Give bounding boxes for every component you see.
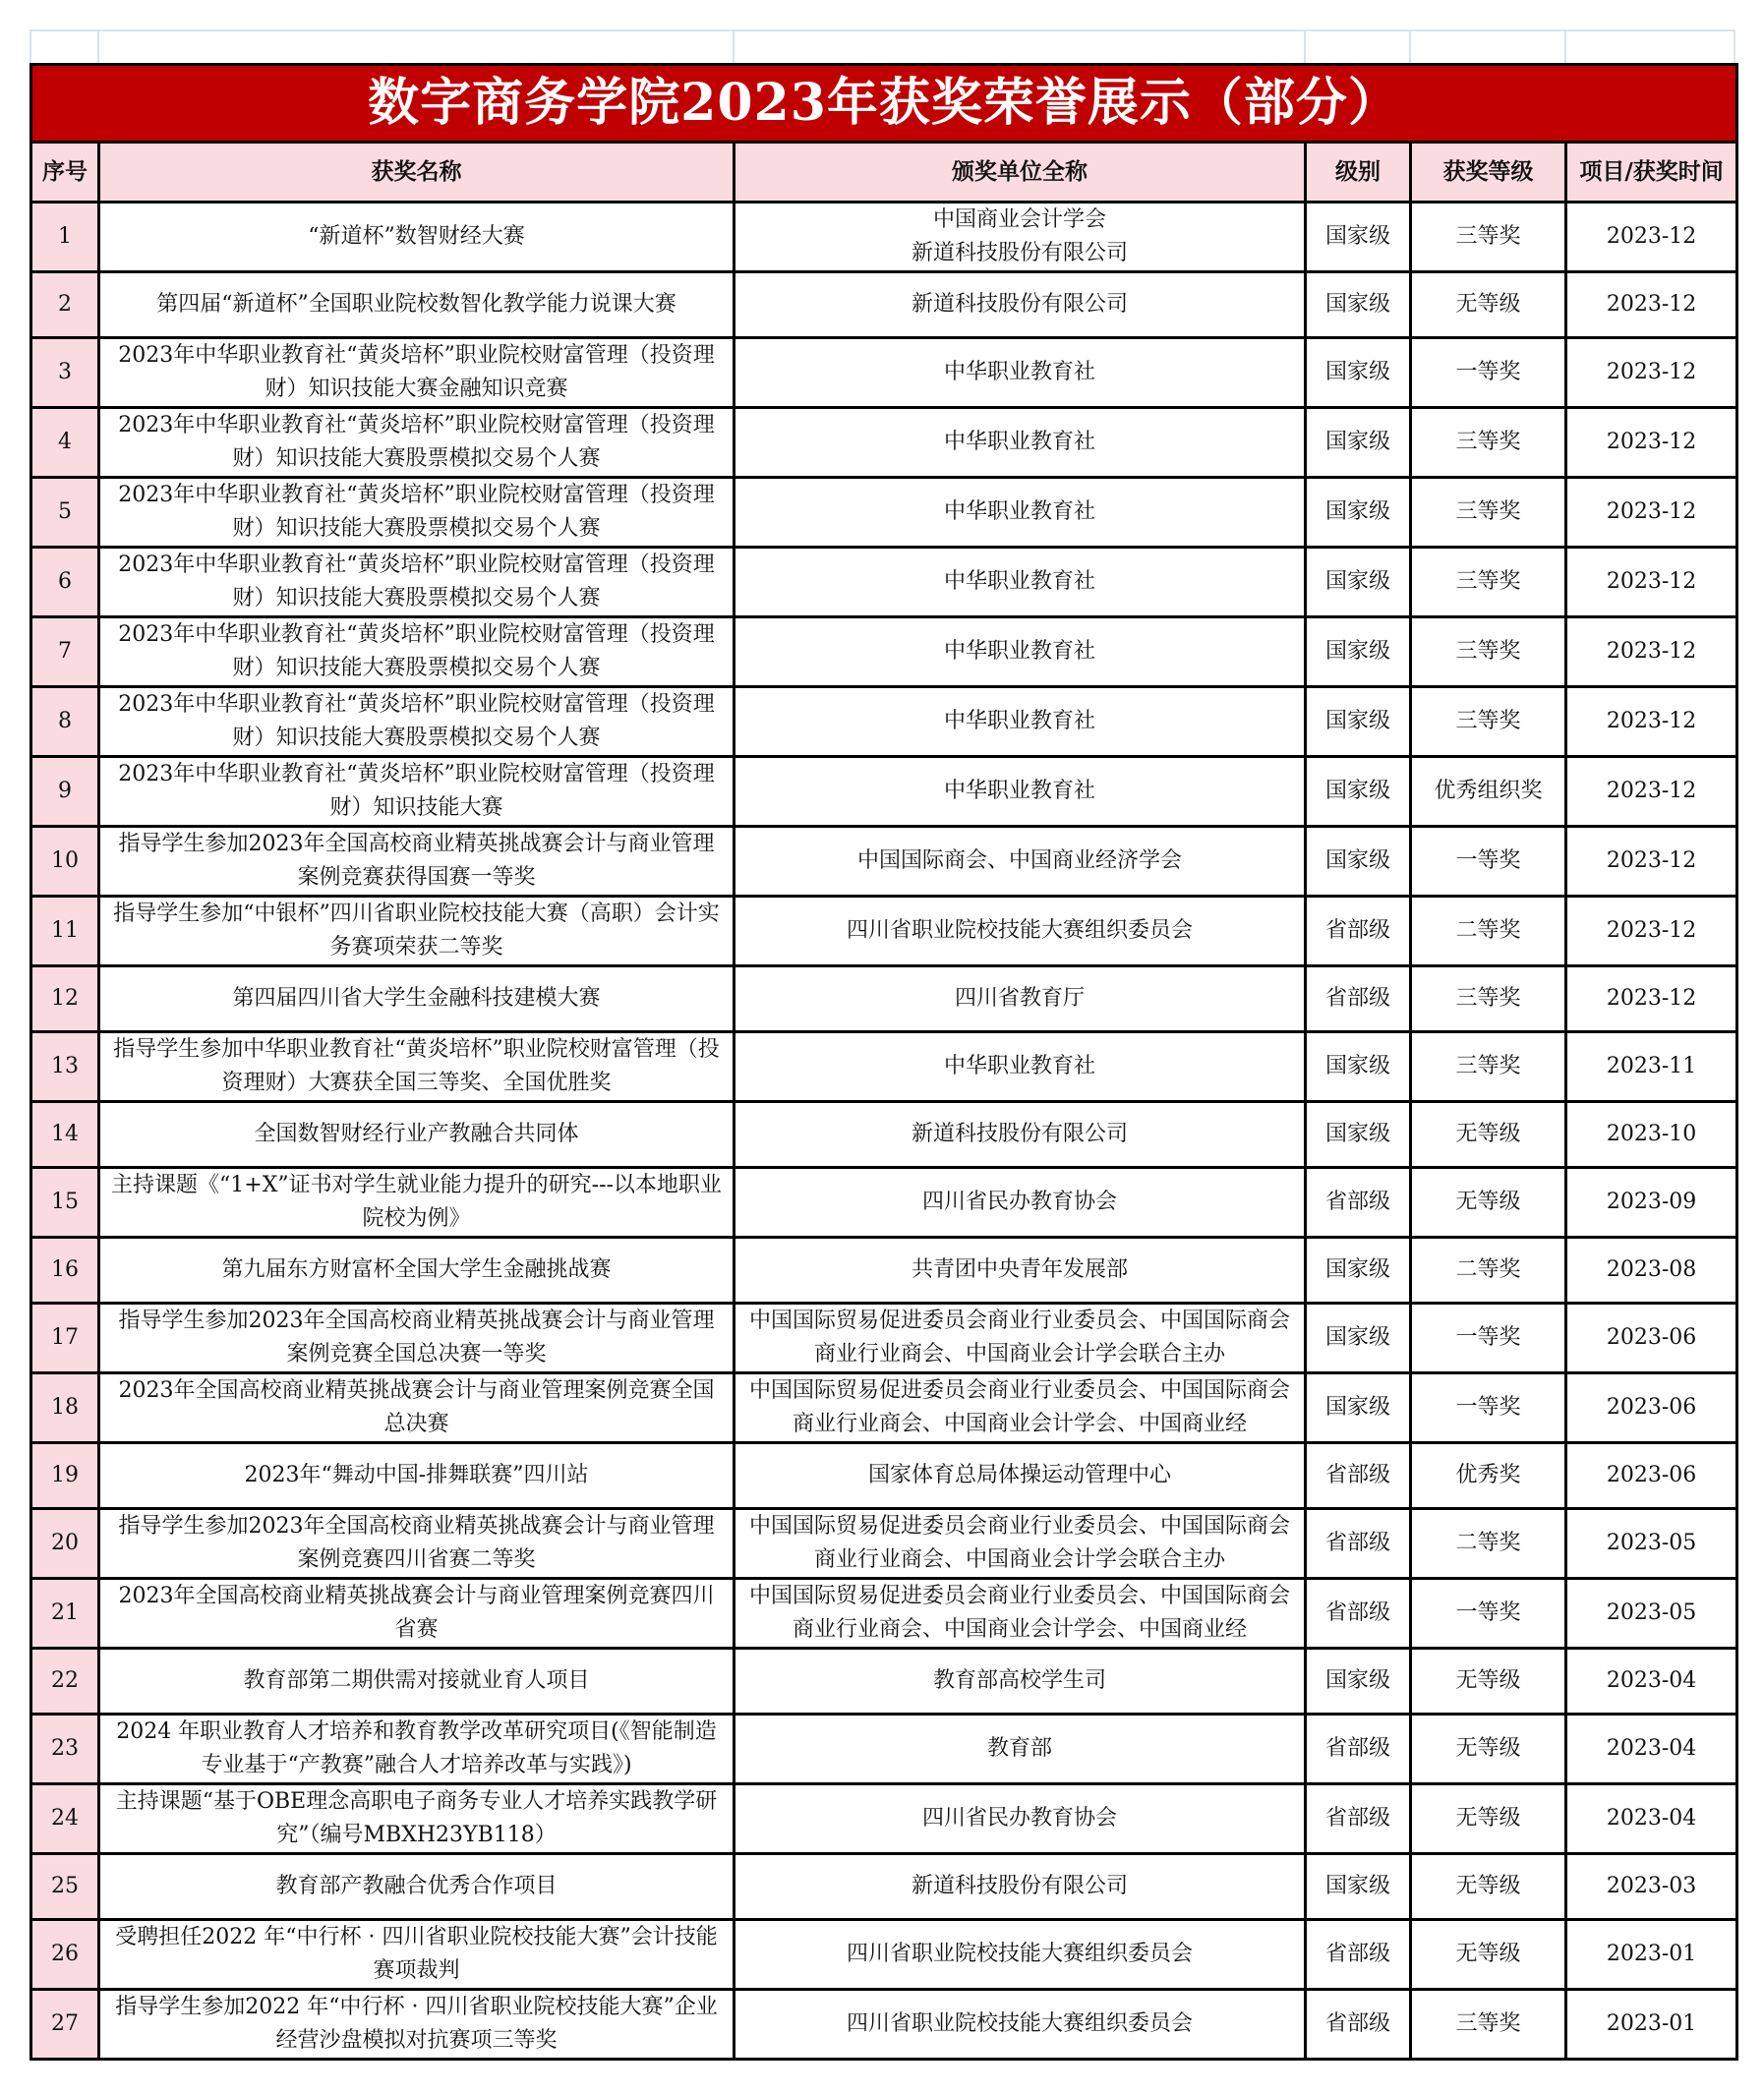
level-cell: 省部级 xyxy=(1306,1990,1411,2060)
award-name-cell: 2023年中华职业教育社“黄炎培杯”职业院校财富管理（投资理财）知识技能大赛股票模拟交易个人赛 xyxy=(99,548,735,617)
row-number-cell: 13 xyxy=(31,1032,99,1102)
row-number-cell: 23 xyxy=(31,1715,99,1784)
issuer-cell: 中华职业教育社 xyxy=(735,687,1306,757)
award-name-cell: “新道杯”数智财经大赛 xyxy=(99,203,735,272)
level-cell: 国家级 xyxy=(1306,548,1411,617)
table-row xyxy=(31,203,1737,272)
award-grade-cell: 无等级 xyxy=(1411,1784,1566,1854)
award-name-cell: 2023年中华职业教育社“黄炎培杯”职业院校财富管理（投资理财）知识技能大赛金融知识竞赛 xyxy=(99,338,735,408)
level-cell: 省部级 xyxy=(1306,1784,1411,1854)
award-grade-cell: 三等奖 xyxy=(1411,203,1566,272)
row-number-cell: 16 xyxy=(31,1238,99,1304)
row-number-cell: 7 xyxy=(31,617,99,687)
award-date-cell: 2023-12 xyxy=(1566,408,1737,478)
award-date-cell: 2023-11 xyxy=(1566,1032,1737,1102)
award-grade-cell: 一等奖 xyxy=(1411,1373,1566,1443)
award-name-cell: 2023年中华职业教育社“黄炎培杯”职业院校财富管理（投资理财）知识技能大赛 xyxy=(99,757,735,827)
award-name-cell: 2023年“舞动中国-排舞联赛”四川站 xyxy=(99,1443,735,1509)
table-row xyxy=(31,827,1737,897)
issuer-cell: 四川省民办教育协会 xyxy=(735,1168,1306,1238)
award-date-cell: 2023-05 xyxy=(1566,1579,1737,1649)
table-row xyxy=(31,1509,1737,1579)
award-grade-cell: 三等奖 xyxy=(1411,617,1566,687)
table-row xyxy=(31,1854,1737,1920)
table-row xyxy=(31,548,1737,617)
award-grade-cell: 一等奖 xyxy=(1411,827,1566,897)
award-date-cell: 2023-06 xyxy=(1566,1304,1737,1373)
award-grade-cell: 无等级 xyxy=(1411,1854,1566,1920)
table-row xyxy=(31,1784,1737,1854)
issuer-cell: 四川省职业院校技能大赛组织委员会 xyxy=(735,1990,1306,2060)
row-number-cell: 24 xyxy=(31,1784,99,1854)
table-row xyxy=(31,966,1737,1032)
award-grade-cell: 优秀奖 xyxy=(1411,1443,1566,1509)
issuer-cell: 四川省职业院校技能大赛组织委员会 xyxy=(735,897,1306,966)
award-name-cell: 2023年全国高校商业精英挑战赛会计与商业管理案例竞赛四川省赛 xyxy=(99,1579,735,1649)
award-date-cell: 2023-12 xyxy=(1566,548,1737,617)
table-row xyxy=(31,1920,1737,1990)
header-grade: 获奖等级 xyxy=(1411,143,1566,203)
issuer-cell: 四川省职业院校技能大赛组织委员会 xyxy=(735,1920,1306,1990)
level-cell: 国家级 xyxy=(1306,827,1411,897)
award-grade-cell: 三等奖 xyxy=(1411,687,1566,757)
issuer-cell: 四川省教育厅 xyxy=(735,966,1306,1032)
spreadsheet-blank-row xyxy=(29,29,1735,65)
issuer-cell: 中国国际贸易促进委员会商业行业委员会、中国国际商会商业行业商会、中国商业会计学会联合主办 xyxy=(735,1509,1306,1579)
issuer-cell: 中华职业教育社 xyxy=(735,338,1306,408)
issuer-cell: 中华职业教育社 xyxy=(735,617,1306,687)
award-grade-cell: 一等奖 xyxy=(1411,1579,1566,1649)
award-date-cell: 2023-01 xyxy=(1566,1990,1737,2060)
award-date-cell: 2023-04 xyxy=(1566,1784,1737,1854)
issuer-cell: 新道科技股份有限公司 xyxy=(735,1854,1306,1920)
award-grade-cell: 三等奖 xyxy=(1411,1032,1566,1102)
level-cell: 国家级 xyxy=(1306,1032,1411,1102)
award-name-cell: 指导学生参加2023年全国高校商业精英挑战赛会计与商业管理案例竞赛获得国赛一等奖 xyxy=(99,827,735,897)
level-cell: 国家级 xyxy=(1306,1304,1411,1373)
award-grade-cell: 一等奖 xyxy=(1411,338,1566,408)
table-row xyxy=(31,1304,1737,1373)
table-row xyxy=(31,1168,1737,1238)
level-cell: 省部级 xyxy=(1306,1715,1411,1784)
row-number-cell: 8 xyxy=(31,687,99,757)
award-date-cell: 2023-12 xyxy=(1566,203,1737,272)
row-number-cell: 17 xyxy=(31,1304,99,1373)
row-number-cell: 5 xyxy=(31,478,99,548)
issuer-cell: 四川省民办教育协会 xyxy=(735,1784,1306,1854)
level-cell: 国家级 xyxy=(1306,478,1411,548)
award-name-cell: 2023年中华职业教育社“黄炎培杯”职业院校财富管理（投资理财）知识技能大赛股票模拟交易个人赛 xyxy=(99,408,735,478)
award-name-cell: 全国数智财经行业产教融合共同体 xyxy=(99,1102,735,1168)
table-row xyxy=(31,1373,1737,1443)
row-number-cell: 10 xyxy=(31,827,99,897)
award-date-cell: 2023-03 xyxy=(1566,1854,1737,1920)
award-grade-cell: 无等级 xyxy=(1411,272,1566,338)
level-cell: 国家级 xyxy=(1306,1373,1411,1443)
table-row xyxy=(31,272,1737,338)
issuer-cell: 新道科技股份有限公司 xyxy=(735,1102,1306,1168)
award-date-cell: 2023-12 xyxy=(1566,478,1737,548)
table-row xyxy=(31,1990,1737,2060)
award-grade-cell: 二等奖 xyxy=(1411,897,1566,966)
header-level: 级别 xyxy=(1306,143,1411,203)
level-cell: 国家级 xyxy=(1306,687,1411,757)
issuer-cell: 中国国际商会、中国商业经济学会 xyxy=(735,827,1306,897)
table-row xyxy=(31,478,1737,548)
issuer-cell: 中国商业会计学会 新道科技股份有限公司 xyxy=(735,203,1306,272)
table-row xyxy=(31,1238,1737,1304)
row-number-cell: 1 xyxy=(31,203,99,272)
row-number-cell: 3 xyxy=(31,338,99,408)
issuer-cell: 共青团中央青年发展部 xyxy=(735,1238,1306,1304)
award-date-cell: 2023-04 xyxy=(1566,1649,1737,1715)
level-cell: 国家级 xyxy=(1306,1238,1411,1304)
table-row xyxy=(31,338,1737,408)
award-grade-cell: 无等级 xyxy=(1411,1102,1566,1168)
award-name-cell: 2023年全国高校商业精英挑战赛会计与商业管理案例竞赛全国总决赛 xyxy=(99,1373,735,1443)
row-number-cell: 21 xyxy=(31,1579,99,1649)
issuer-cell: 国家体育总局体操运动管理中心 xyxy=(735,1443,1306,1509)
issuer-cell: 中华职业教育社 xyxy=(735,408,1306,478)
level-cell: 国家级 xyxy=(1306,1649,1411,1715)
level-cell: 国家级 xyxy=(1306,1102,1411,1168)
table-row xyxy=(31,1715,1737,1784)
row-number-cell: 18 xyxy=(31,1373,99,1443)
row-number-cell: 14 xyxy=(31,1102,99,1168)
level-cell: 国家级 xyxy=(1306,757,1411,827)
row-number-cell: 11 xyxy=(31,897,99,966)
level-cell: 省部级 xyxy=(1306,1443,1411,1509)
award-name-cell: 主持课题“基于OBE理念高职电子商务专业人才培养实践教学研究”（编号MBXH23YB118） xyxy=(99,1784,735,1854)
header-date: 项目/获奖时间 xyxy=(1566,143,1737,203)
award-name-cell: 2023年中华职业教育社“黄炎培杯”职业院校财富管理（投资理财）知识技能大赛股票模拟交易个人赛 xyxy=(99,478,735,548)
award-name-cell: 指导学生参加2022 年“中行杯 · 四川省职业院校技能大赛”企业经营沙盘模拟对抗赛项三等奖 xyxy=(99,1990,735,2060)
award-name-cell: 指导学生参加2023年全国高校商业精英挑战赛会计与商业管理案例竞赛四川省赛二等奖 xyxy=(99,1509,735,1579)
award-name-cell: 主持课题《“1+X”证书对学生就业能力提升的研究---以本地职业院校为例》 xyxy=(99,1168,735,1238)
award-name-cell: 受聘担任2022 年“中行杯 · 四川省职业院校技能大赛”会计技能赛项裁判 xyxy=(99,1920,735,1990)
award-date-cell: 2023-12 xyxy=(1566,272,1737,338)
level-cell: 省部级 xyxy=(1306,1920,1411,1990)
award-name-cell: 指导学生参加中华职业教育社“黄炎培杯”职业院校财富管理（投资理财）大赛获全国三等奖、全国优胜奖 xyxy=(99,1032,735,1102)
level-cell: 省部级 xyxy=(1306,897,1411,966)
level-cell: 省部级 xyxy=(1306,1509,1411,1579)
issuer-cell: 教育部高校学生司 xyxy=(735,1649,1306,1715)
issuer-cell: 教育部 xyxy=(735,1715,1306,1784)
page-title: 数字商务学院2023年获奖荣誉展示（部分） xyxy=(31,65,1737,143)
award-grade-cell: 二等奖 xyxy=(1411,1509,1566,1579)
row-number-cell: 27 xyxy=(31,1990,99,2060)
award-date-cell: 2023-04 xyxy=(1566,1715,1737,1784)
award-grade-cell: 三等奖 xyxy=(1411,1990,1566,2060)
issuer-cell: 中华职业教育社 xyxy=(735,548,1306,617)
row-number-cell: 22 xyxy=(31,1649,99,1715)
award-grade-cell: 三等奖 xyxy=(1411,478,1566,548)
issuer-cell: 中国国际贸易促进委员会商业行业委员会、中国国际商会商业行业商会、中国商业会计学会、中国商业经 xyxy=(735,1373,1306,1443)
award-grade-cell: 无等级 xyxy=(1411,1649,1566,1715)
issuer-cell: 中华职业教育社 xyxy=(735,478,1306,548)
award-date-cell: 2023-12 xyxy=(1566,757,1737,827)
award-grade-cell: 无等级 xyxy=(1411,1168,1566,1238)
level-cell: 省部级 xyxy=(1306,1168,1411,1238)
row-number-cell: 9 xyxy=(31,757,99,827)
issuer-cell: 中国国际贸易促进委员会商业行业委员会、中国国际商会商业行业商会、中国商业会计学会联合主办 xyxy=(735,1304,1306,1373)
award-grade-cell: 无等级 xyxy=(1411,1920,1566,1990)
award-date-cell: 2023-08 xyxy=(1566,1238,1737,1304)
level-cell: 国家级 xyxy=(1306,408,1411,478)
table-row xyxy=(31,1032,1737,1102)
row-number-cell: 15 xyxy=(31,1168,99,1238)
table-header xyxy=(31,143,1737,203)
award-grade-cell: 优秀组织奖 xyxy=(1411,757,1566,827)
award-name-cell: 第九届东方财富杯全国大学生金融挑战赛 xyxy=(99,1238,735,1304)
row-number-cell: 12 xyxy=(31,966,99,1032)
award-name-cell: 2024 年职业教育人才培养和教育教学改革研究项目(《智能制造专业基于“产教赛”融合人才培养改革与实践》) xyxy=(99,1715,735,1784)
table-row xyxy=(31,1443,1737,1509)
award-grade-cell: 一等奖 xyxy=(1411,1304,1566,1373)
award-date-cell: 2023-12 xyxy=(1566,617,1737,687)
award-name-cell: 2023年中华职业教育社“黄炎培杯”职业院校财富管理（投资理财）知识技能大赛股票模拟交易个人赛 xyxy=(99,687,735,757)
award-date-cell: 2023-06 xyxy=(1566,1373,1737,1443)
award-date-cell: 2023-12 xyxy=(1566,966,1737,1032)
award-date-cell: 2023-01 xyxy=(1566,1920,1737,1990)
award-grade-cell: 三等奖 xyxy=(1411,408,1566,478)
table-row xyxy=(31,1102,1737,1168)
issuer-cell: 中华职业教育社 xyxy=(735,1032,1306,1102)
award-date-cell: 2023-12 xyxy=(1566,687,1737,757)
award-name-cell: 2023年中华职业教育社“黄炎培杯”职业院校财富管理（投资理财）知识技能大赛股票模拟交易个人赛 xyxy=(99,617,735,687)
table-row xyxy=(31,408,1737,478)
table-row xyxy=(31,617,1737,687)
level-cell: 省部级 xyxy=(1306,1579,1411,1649)
award-name-cell: 第四届“新道杯”全国职业院校数智化教学能力说课大赛 xyxy=(99,272,735,338)
table-row xyxy=(31,687,1737,757)
issuer-cell: 新道科技股份有限公司 xyxy=(735,272,1306,338)
issuer-cell: 中国国际贸易促进委员会商业行业委员会、中国国际商会商业行业商会、中国商业会计学会、中国商业经 xyxy=(735,1579,1306,1649)
level-cell: 国家级 xyxy=(1306,338,1411,408)
awards-table xyxy=(29,63,1738,2061)
table-row xyxy=(31,1649,1737,1715)
award-grade-cell: 二等奖 xyxy=(1411,1238,1566,1304)
award-date-cell: 2023-09 xyxy=(1566,1168,1737,1238)
level-cell: 国家级 xyxy=(1306,203,1411,272)
award-grade-cell: 三等奖 xyxy=(1411,966,1566,1032)
issuer-cell: 中华职业教育社 xyxy=(735,757,1306,827)
award-date-cell: 2023-12 xyxy=(1566,897,1737,966)
award-grade-cell: 无等级 xyxy=(1411,1715,1566,1784)
table-row xyxy=(31,1579,1737,1649)
row-number-cell: 2 xyxy=(31,272,99,338)
row-number-cell: 6 xyxy=(31,548,99,617)
table-row xyxy=(31,757,1737,827)
award-name-cell: 指导学生参加“中银杯”四川省职业院校技能大赛（高职）会计实务赛项荣获二等奖 xyxy=(99,897,735,966)
award-name-cell: 指导学生参加2023年全国高校商业精英挑战赛会计与商业管理案例竞赛全国总决赛一等奖 xyxy=(99,1304,735,1373)
award-date-cell: 2023-05 xyxy=(1566,1509,1737,1579)
award-grade-cell: 三等奖 xyxy=(1411,548,1566,617)
row-number-cell: 4 xyxy=(31,408,99,478)
table-row xyxy=(31,897,1737,966)
row-number-cell: 26 xyxy=(31,1920,99,1990)
row-number-cell: 20 xyxy=(31,1509,99,1579)
award-date-cell: 2023-12 xyxy=(1566,827,1737,897)
header-no: 序号 xyxy=(31,143,99,203)
award-date-cell: 2023-06 xyxy=(1566,1443,1737,1509)
row-number-cell: 25 xyxy=(31,1854,99,1920)
level-cell: 国家级 xyxy=(1306,617,1411,687)
header-issuer: 颁奖单位全称 xyxy=(735,143,1306,203)
row-number-cell: 19 xyxy=(31,1443,99,1509)
level-cell: 国家级 xyxy=(1306,1854,1411,1920)
award-name-cell: 第四届四川省大学生金融科技建模大赛 xyxy=(99,966,735,1032)
level-cell: 国家级 xyxy=(1306,272,1411,338)
header-award-name: 获奖名称 xyxy=(99,143,735,203)
award-date-cell: 2023-12 xyxy=(1566,338,1737,408)
award-name-cell: 教育部第二期供需对接就业育人项目 xyxy=(99,1649,735,1715)
level-cell: 省部级 xyxy=(1306,966,1411,1032)
award-date-cell: 2023-10 xyxy=(1566,1102,1737,1168)
award-name-cell: 教育部产教融合优秀合作项目 xyxy=(99,1854,735,1920)
